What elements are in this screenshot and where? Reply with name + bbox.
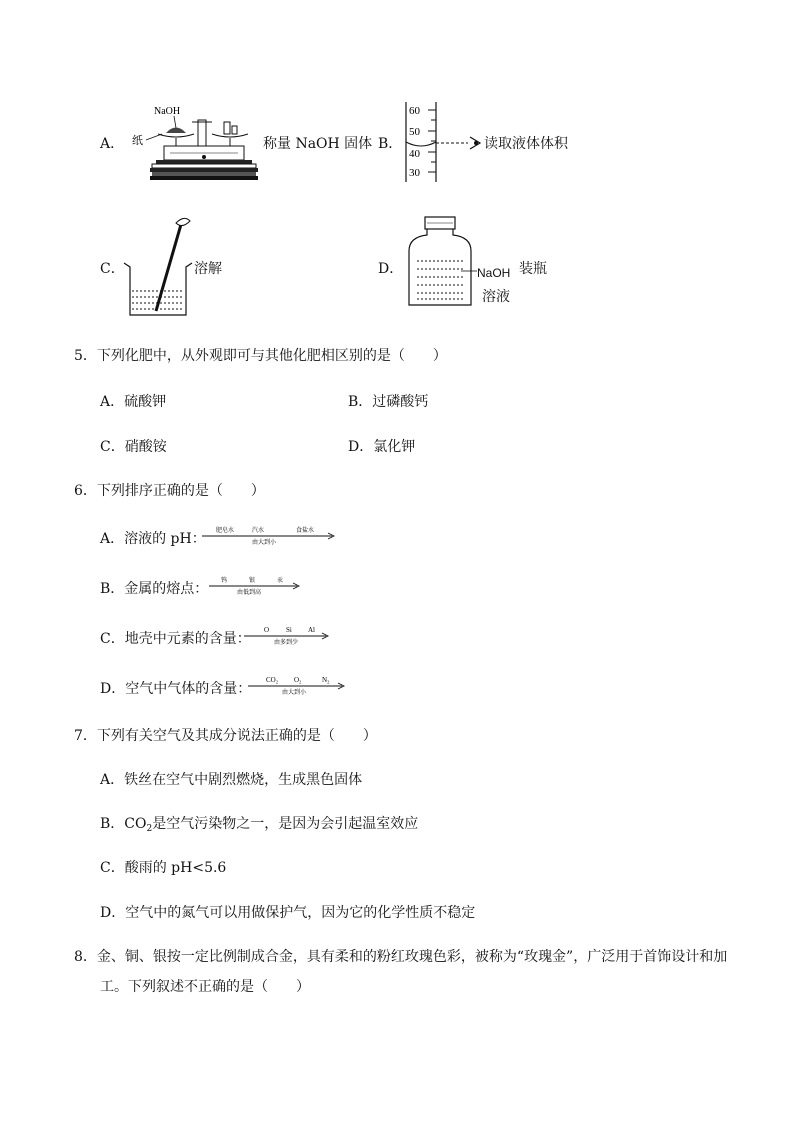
q6-option-d[interactable]: D．空气中气体的含量：	[100, 681, 252, 697]
q6-option-a[interactable]: A．溶液的 pH：	[100, 531, 206, 547]
q6-d-arrow	[246, 674, 350, 698]
bottle-figure	[405, 215, 475, 313]
q6-a-item-1: 肥皂水	[216, 527, 235, 534]
q6-a-order: 由大到小	[252, 539, 277, 546]
q7-b-pre: B．CO	[100, 816, 147, 832]
q5-option-d[interactable]: D．氯化钾	[348, 439, 416, 455]
option-a-caption: 称量 NaOH 固体	[263, 136, 373, 152]
q6-d-order: 由大到小	[282, 689, 307, 696]
tick-60: 60	[409, 105, 420, 117]
cylinder-figure	[400, 100, 480, 185]
q6-a-item-2: 汽水	[252, 527, 265, 534]
tick-40: 40	[409, 148, 420, 160]
q6-c-order: 由多到少	[274, 639, 299, 646]
option-d-solution-label: 溶液	[482, 289, 510, 305]
q6-d-item-2: O₂	[294, 676, 302, 684]
balance-figure	[130, 100, 270, 185]
q6-c-item-1: O	[264, 626, 270, 634]
q6-c-arrow	[242, 624, 336, 648]
option-c-caption: 溶解	[194, 261, 222, 277]
q7-option-b[interactable]	[100, 813, 418, 834]
option-b-letter: B．	[378, 136, 403, 152]
q5-option-b[interactable]: B．过磷酸钙	[348, 394, 429, 410]
beaker-figure	[122, 215, 202, 320]
q6-b-order: 由低到高	[237, 589, 262, 596]
tick-30: 30	[409, 167, 420, 179]
tick-50: 50	[409, 126, 420, 138]
q8-stem-line2: 工。下列叙述不正确的是（ ）	[100, 979, 310, 995]
option-d-caption: 装瓶	[519, 261, 547, 277]
q7-b-subscript: 2	[146, 824, 153, 834]
q7-option-a[interactable]: A．铁丝在空气中剧烈燃烧，生成黑色固体	[100, 772, 363, 788]
option-d-letter: D．	[378, 261, 404, 277]
q6-c-item-3: Al	[308, 626, 315, 634]
q6-b-item-2: 银	[249, 577, 256, 584]
q6-a-item-3: 食盐水	[296, 527, 315, 534]
q6-b-item-1: 钨	[221, 577, 228, 584]
option-d-naoh-label: NaOH	[477, 266, 511, 280]
balance-naoh-label: NaOH	[154, 106, 181, 117]
q6-d-item-1: CO₂	[266, 676, 279, 684]
option-b-caption: 读取液体体积	[484, 136, 568, 152]
q7-b-post: 是空气污染物之一，是因为会引起温室效应	[152, 816, 419, 832]
q6-option-b[interactable]: B．金属的熔点：	[100, 581, 209, 597]
q7-option-c[interactable]: C．酸雨的 pH<5.6	[100, 860, 227, 876]
option-a-letter: A．	[100, 136, 125, 152]
q8-stem-line1: 8．金、铜、银按一定比例制成合金，具有柔和的粉红玫瑰色彩，被称为“玫瑰金”，广泛用于首饰设计和加	[74, 949, 728, 965]
q5-stem: 5．下列化肥中，从外观即可与其他化肥相区别的是（ ）	[74, 348, 447, 364]
q6-option-c[interactable]: C．地壳中元素的含量：	[100, 631, 251, 647]
q6-c-item-2: Si	[286, 626, 292, 634]
q7-option-d[interactable]: D．空气中的氮气可以用做保护气，因为它的化学性质不稳定	[100, 905, 476, 921]
q5-option-a[interactable]: A．硫酸钾	[100, 394, 167, 410]
q6-stem: 6．下列排序正确的是（ ）	[74, 483, 265, 499]
q6-b-item-3: 汞	[277, 577, 284, 584]
q5-option-c[interactable]: C．硝酸铵	[100, 439, 167, 455]
q6-d-item-3: N₂	[322, 676, 330, 684]
q6-b-arrow	[207, 574, 307, 598]
q7-stem: 7．下列有关空气及其成分说法正确的是（ ）	[74, 728, 377, 744]
balance-paper-label: 纸	[132, 134, 143, 147]
q6-a-arrow	[200, 524, 340, 548]
option-c-letter: C．	[100, 261, 125, 277]
